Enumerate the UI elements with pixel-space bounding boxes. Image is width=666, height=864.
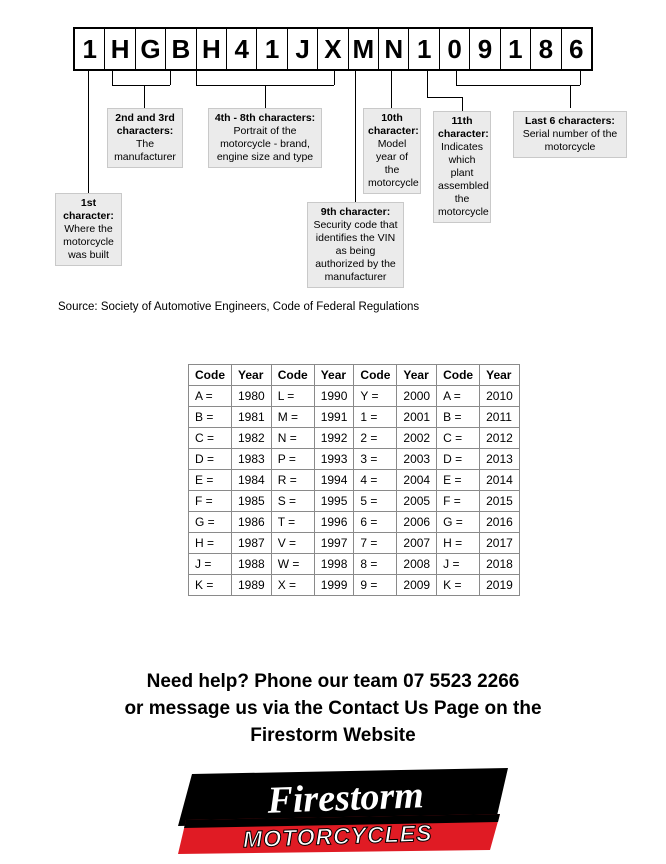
table-cell: 1989 xyxy=(232,575,272,596)
callout-title: 9th character: xyxy=(320,206,391,218)
table-row xyxy=(189,470,520,491)
vin-character: G xyxy=(136,29,166,69)
help-line-3: Firestorm Website xyxy=(250,725,416,746)
table-cell: 2004 xyxy=(397,470,437,491)
table-cell: T = xyxy=(271,512,314,533)
table-cell: 1993 xyxy=(314,449,354,470)
table-cell: 2011 xyxy=(480,407,520,428)
table-cell: K = xyxy=(189,575,232,596)
table-cell: P = xyxy=(271,449,314,470)
table-cell: 6 = xyxy=(354,512,397,533)
table-header-cell: Year xyxy=(314,365,354,386)
connector-stem-eleventh xyxy=(462,97,463,111)
table-cell: B = xyxy=(189,407,232,428)
table-cell: 2001 xyxy=(397,407,437,428)
table-cell: L = xyxy=(271,386,314,407)
callout-first-character xyxy=(55,193,122,266)
connector-line-third xyxy=(170,71,171,85)
table-row xyxy=(189,386,520,407)
vin-character: B xyxy=(166,29,196,69)
table-cell: A = xyxy=(437,386,480,407)
callout-title: 10th character: xyxy=(368,112,419,137)
table-cell: 1986 xyxy=(232,512,272,533)
logo-primary-text: Firestorm xyxy=(266,774,425,822)
help-line-1: Need help? Phone our team 07 5523 2266 xyxy=(146,671,520,692)
callout-body: Model year of the motorcycle xyxy=(368,138,419,189)
connector-line-last-six-start xyxy=(456,71,457,85)
table-header-cell: Code xyxy=(189,365,232,386)
connector-line-eleventh xyxy=(427,71,428,97)
help-line-2: or message us via the Contact Us Page on the xyxy=(124,698,542,719)
table-cell: 8 = xyxy=(354,554,397,575)
table-cell: J = xyxy=(189,554,232,575)
callout-title: Last 6 characters: xyxy=(525,115,615,127)
table-cell: Y = xyxy=(354,386,397,407)
vin-number-row xyxy=(73,27,593,71)
connector-bracket-last-six xyxy=(456,85,580,86)
table-cell: 2003 xyxy=(397,449,437,470)
vin-character: 0 xyxy=(440,29,470,69)
table-cell: 1988 xyxy=(232,554,272,575)
help-text-block xyxy=(0,668,666,749)
vin-character: N xyxy=(379,29,409,69)
vin-character: M xyxy=(349,29,379,69)
connector-line-second xyxy=(112,71,113,85)
callout-body: Indicates which plant assembled the motorcycle xyxy=(438,141,489,218)
connector-bracket-second-third xyxy=(112,85,170,86)
table-cell: A = xyxy=(189,386,232,407)
table-cell: 1991 xyxy=(314,407,354,428)
table-cell: D = xyxy=(437,449,480,470)
table-cell: 2015 xyxy=(480,491,520,512)
table-header-cell: Year xyxy=(232,365,272,386)
connector-line-ninth xyxy=(355,71,356,202)
vin-character: 1 xyxy=(257,29,287,69)
vin-character: 1 xyxy=(75,29,105,69)
connector-line-first xyxy=(88,71,89,193)
table-cell: R = xyxy=(271,470,314,491)
vin-character: 8 xyxy=(531,29,561,69)
table-cell: 1981 xyxy=(232,407,272,428)
connector-line-last-six-end xyxy=(580,71,581,85)
table-row xyxy=(189,491,520,512)
table-row xyxy=(189,512,520,533)
table-cell: 2013 xyxy=(480,449,520,470)
callout-title: 2nd and 3rd characters: xyxy=(115,112,175,137)
callout-tenth-character xyxy=(363,108,421,194)
table-cell: 2017 xyxy=(480,533,520,554)
table-cell: 1983 xyxy=(232,449,272,470)
connector-line-eighth xyxy=(334,71,335,85)
vin-character: J xyxy=(288,29,318,69)
table-cell: G = xyxy=(437,512,480,533)
table-cell: H = xyxy=(189,533,232,554)
table-header-row xyxy=(189,365,520,386)
table-cell: C = xyxy=(189,428,232,449)
table-cell: E = xyxy=(437,470,480,491)
table-cell: 5 = xyxy=(354,491,397,512)
table-cell: 3 = xyxy=(354,449,397,470)
table-cell: 1994 xyxy=(314,470,354,491)
source-note: Source: Society of Automotive Engineers, Code of Federal Regulations xyxy=(58,301,420,313)
table-cell: 2010 xyxy=(480,386,520,407)
table-cell: 2000 xyxy=(397,386,437,407)
table-cell: 1 = xyxy=(354,407,397,428)
table-cell: 2 = xyxy=(354,428,397,449)
table-cell: 2009 xyxy=(397,575,437,596)
vin-character: 9 xyxy=(470,29,500,69)
table-cell: 7 = xyxy=(354,533,397,554)
table-cell: 2007 xyxy=(397,533,437,554)
table-cell: 1998 xyxy=(314,554,354,575)
table-cell: 1999 xyxy=(314,575,354,596)
connector-bracket-eleventh xyxy=(427,97,462,98)
table-row xyxy=(189,554,520,575)
table-cell: 2019 xyxy=(480,575,520,596)
table-cell: 1982 xyxy=(232,428,272,449)
vin-character: H xyxy=(197,29,227,69)
callout-second-third-characters xyxy=(107,108,183,168)
table-header-cell: Year xyxy=(397,365,437,386)
callout-title: 4th - 8th characters: xyxy=(214,112,316,124)
vin-character: X xyxy=(318,29,348,69)
table-cell: C = xyxy=(437,428,480,449)
table-cell: 2002 xyxy=(397,428,437,449)
model-year-code-table xyxy=(188,364,520,596)
table-header-cell: Code xyxy=(271,365,314,386)
connector-line-tenth xyxy=(391,71,392,108)
table-row xyxy=(189,575,520,596)
callout-body: Where the motorcycle was built xyxy=(63,223,114,261)
callout-body: Serial number of the motorcycle xyxy=(522,128,618,153)
connector-line-fourth xyxy=(196,71,197,85)
vin-character: 4 xyxy=(227,29,257,69)
table-cell: V = xyxy=(271,533,314,554)
table-row xyxy=(189,449,520,470)
table-cell: N = xyxy=(271,428,314,449)
callout-title: 11th character: xyxy=(438,115,489,140)
table-header-cell: Year xyxy=(480,365,520,386)
table-cell: W = xyxy=(271,554,314,575)
callout-last-six-characters xyxy=(513,111,627,158)
table-cell: H = xyxy=(437,533,480,554)
callout-ninth-character xyxy=(307,202,404,288)
callout-body: The manufacturer xyxy=(114,138,176,163)
table-cell: 1990 xyxy=(314,386,354,407)
callout-eleventh-character xyxy=(433,111,491,223)
table-cell: X = xyxy=(271,575,314,596)
callout-body: Security code that identifies the VIN as being authorized by the manufacturer xyxy=(313,219,398,283)
callout-body: Portrait of the motorcycle - brand, engine size and type xyxy=(216,125,314,163)
table-cell: 1984 xyxy=(232,470,272,491)
table-cell: B = xyxy=(437,407,480,428)
callout-fourth-eighth-characters xyxy=(208,108,322,168)
table-cell: 1980 xyxy=(232,386,272,407)
table-cell: 1997 xyxy=(314,533,354,554)
vin-character: 6 xyxy=(568,34,584,64)
logo-secondary-text: MOTORCYCLES xyxy=(242,819,433,853)
vin-character: 1 xyxy=(501,29,531,69)
table-cell: E = xyxy=(189,470,232,491)
callout-title: 1st character: xyxy=(63,197,114,222)
connector-stem-fourth-eighth xyxy=(265,85,266,108)
table-cell: G = xyxy=(189,512,232,533)
table-cell: 1985 xyxy=(232,491,272,512)
table-cell: D = xyxy=(189,449,232,470)
table-cell: 2016 xyxy=(480,512,520,533)
table-cell: M = xyxy=(271,407,314,428)
table-cell: 2005 xyxy=(397,491,437,512)
table-header-cell: Code xyxy=(354,365,397,386)
logo-svg xyxy=(178,768,508,854)
table-cell: K = xyxy=(437,575,480,596)
table-cell: F = xyxy=(189,491,232,512)
table-cell: F = xyxy=(437,491,480,512)
connector-stem-last-six xyxy=(570,85,571,108)
table-cell: 1992 xyxy=(314,428,354,449)
table-cell: 2012 xyxy=(480,428,520,449)
table-row xyxy=(189,428,520,449)
table-cell: 4 = xyxy=(354,470,397,491)
table-cell: 1995 xyxy=(314,491,354,512)
connector-stem-second-third xyxy=(144,85,145,108)
table-row xyxy=(189,533,520,554)
table-cell: 1987 xyxy=(232,533,272,554)
table-row xyxy=(189,407,520,428)
table-cell: 2006 xyxy=(397,512,437,533)
table-header-cell: Code xyxy=(437,365,480,386)
table-cell: S = xyxy=(271,491,314,512)
table-cell: 1996 xyxy=(314,512,354,533)
firestorm-motorcycles-logo xyxy=(178,768,508,854)
table-cell: 2018 xyxy=(480,554,520,575)
vin-character: 1 xyxy=(409,29,439,69)
vin-character: H xyxy=(105,29,135,69)
table-cell: 2014 xyxy=(480,470,520,491)
table-cell: 2008 xyxy=(397,554,437,575)
table-cell: 9 = xyxy=(354,575,397,596)
table-cell: J = xyxy=(437,554,480,575)
